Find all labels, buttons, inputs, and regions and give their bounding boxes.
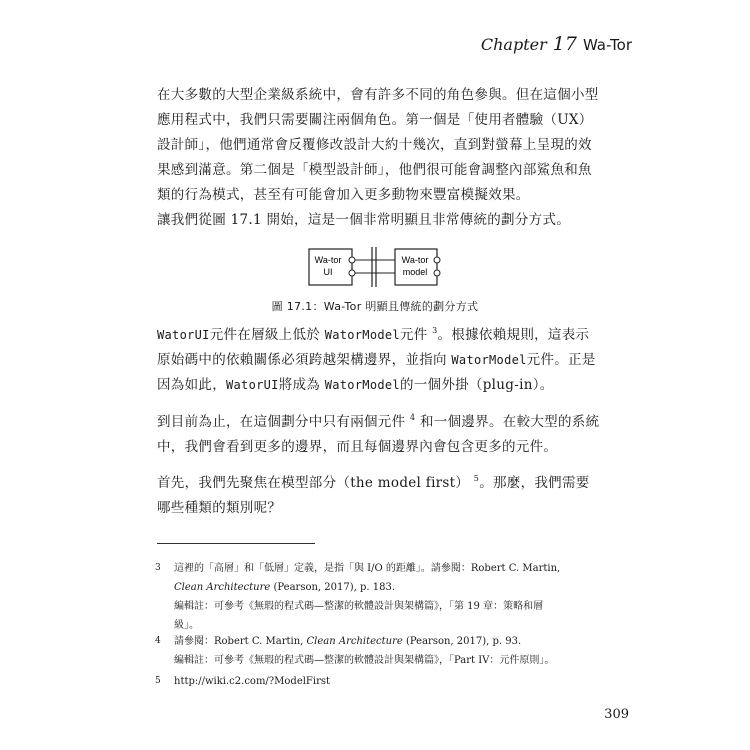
footnote-mark: 3 [155, 563, 161, 573]
footnote-line: 這裡的「高層」和「低層」定義，是指「與 I/O 的距離」。請參閱：Robert C. Martin, [174, 563, 561, 574]
text-span: 的一個外掛（plug-in）。 [399, 377, 554, 393]
footnote-ref-5[interactable]: 5 [473, 474, 480, 483]
footnote-3 [155, 559, 605, 635]
text-span: 。那麼，我們需要哪些種類的類別呢？ [157, 475, 590, 516]
book-title: Clean Architecture [174, 582, 271, 593]
text-span: 元件 [399, 327, 428, 343]
text-span: 元件在層級上低於 [209, 327, 321, 343]
footnote-4 [155, 632, 605, 670]
footnote-line [174, 632, 605, 651]
code-wator-ui: WatorUI [226, 378, 279, 392]
paragraph-1: 在大多數的大型企業級系統中，會有許多不同的角色參與。但在這個小型應用程式中，我們只需要關注兩個角色。第一個是「使用者體驗（UX）設計師」，他們通常會反覆修改設計大約十幾次，直到對螢幕上呈現的效果感到滿意。第二個是「模型設計師」，他們很可能會調整內部鯊魚和魚類的行為模式，甚至有可能會加入更多動物來豐富模擬效果。 [157, 87, 599, 203]
running-header [481, 33, 632, 55]
footnote-line [174, 578, 605, 597]
paragraph-4 [157, 410, 600, 460]
paragraph-3 [157, 323, 600, 398]
code-wator-model: WatorModel [324, 328, 400, 342]
paragraph-5 [157, 471, 600, 521]
text-span: 到目前為止，在這個劃分中只有兩個元件 [157, 414, 406, 430]
footnote-5 [155, 672, 605, 691]
figure-caption: 圖 17.1：Wa-Tor 明顯且傳統的劃分方式 [271, 300, 479, 313]
footnote-mark: 5 [155, 676, 161, 686]
port-icon [349, 257, 355, 263]
paragraph-2: 讓我們從圖 17.1 開始，這是一個非常明顯且非常傳統的劃分方式。 [157, 212, 571, 228]
component-diagram [306, 246, 446, 288]
text-span: 和一個邊界。在較大型的系統中，我們會看到更多的邊界，而且每個邊界內會包含更多的元件。 [157, 414, 600, 455]
wator-ui-label-1: Wa-tor [314, 255, 342, 265]
footnote-line: 編輯註：可參考《無瑕的程式碼—整潔的軟體設計與架構篇》，「Part IV：元件原則」。 [174, 655, 555, 666]
port-icon [434, 270, 440, 276]
port-icon [434, 257, 440, 263]
figure-17-1 [306, 246, 446, 288]
text-span: 元件。正是因為如此， [157, 352, 596, 393]
wator-model-label-1: Wa-tor [401, 255, 429, 265]
wator-ui-label-2: UI [323, 267, 333, 277]
text-span: (Pearson, 2017), p. 93. [402, 636, 522, 647]
chapter-title: Wa-Tor [582, 36, 632, 54]
footnote-mark: 4 [155, 636, 161, 646]
book-title: Clean Architecture [306, 636, 403, 647]
code-wator-ui: WatorUI [157, 328, 210, 342]
port-icon [349, 270, 355, 276]
wator-model-label-2: model [402, 267, 428, 277]
chapter-word: Chapter [480, 35, 547, 54]
text-span: 首先，我們先聚焦在模型部分（the model first） [157, 475, 470, 491]
footnote-line: 級」。 [174, 620, 199, 631]
text-span: 將成為 [278, 377, 321, 393]
footnote-url-link[interactable]: http://wiki.c2.com/?ModelFirst [174, 676, 331, 687]
footnote-ref-4[interactable]: 4 [410, 413, 416, 422]
page-number: 309 [604, 707, 629, 722]
text-span: 請參閱：Robert C. Martin, [174, 636, 307, 647]
text-span: 。根據依賴規則，這表示原始碼中的依賴關係必須跨越架構邊界，並指向 [157, 327, 590, 368]
footnote-ref-3[interactable]: 3 [432, 326, 438, 335]
text-span: (Pearson, 2017), p. 183. [270, 582, 395, 593]
chapter-number: 17 [552, 33, 577, 55]
footnote-line: 編輯註：可參考《無瑕的程式碼—整潔的軟體設計與架構篇》，「第 19 章：策略和層 [174, 601, 544, 612]
footnote-divider [157, 543, 315, 544]
code-wator-model: WatorModel [451, 353, 527, 367]
code-wator-model: WatorModel [324, 378, 400, 392]
